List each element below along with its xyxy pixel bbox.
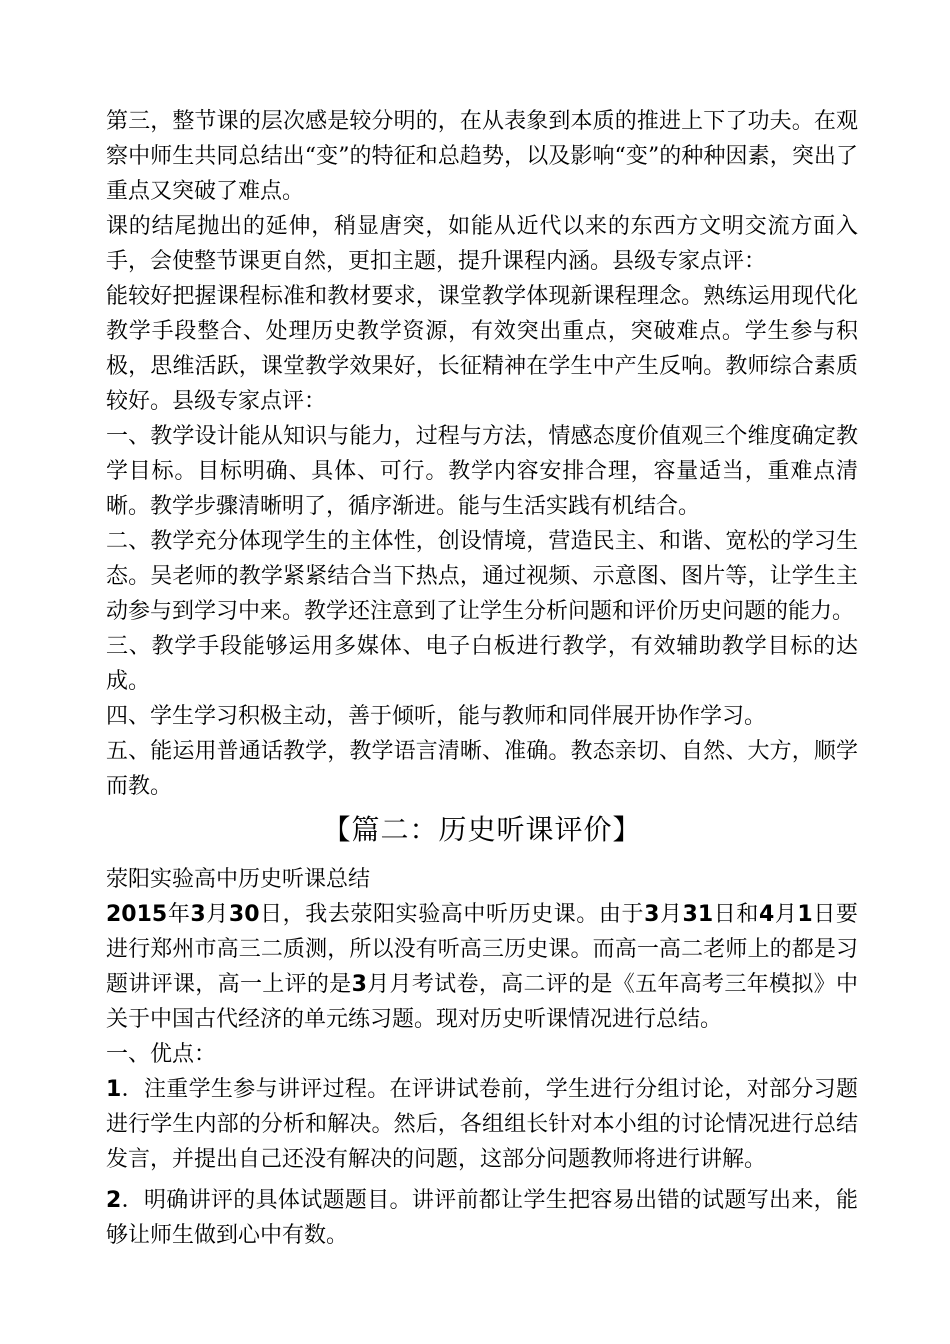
document-page [106, 104, 858, 1253]
intro-month-3: 4 [758, 902, 775, 927]
intro-day-3: 1 [797, 902, 813, 927]
intro-month-4: 3 [351, 972, 367, 997]
advantage-item-2 [106, 1183, 858, 1253]
summary-intro [106, 897, 858, 1037]
item-2-number: 2 [106, 1188, 122, 1213]
intro-day-1: 30 [228, 902, 260, 927]
intro-text-8: 月月考试卷，高二评的是《五年高考三年模拟》中关于中国古代经济的单元练习题。现对历史听课情况进行总结。 [106, 972, 858, 1032]
paragraph-layers: 第三，整节课的层次感是较分明的，在从表象到本质的推进上下了功夫。在观察中师生共同总结出“变”的特征和总趋势，以及影响“变”的种种因素，突出了重点又突破了难点。 [106, 109, 858, 204]
intro-text-4: 月 [659, 902, 683, 927]
item-1-text: ．注重学生参与讲评过程。在评讲试卷前，学生进行分组讨论，对部分习题进行学生内部的分析和解决。然后，各组组长针对本小组的讨论情况进行总结发言，并提出自己还没有解决的问题，这部分问题教师将进行讲解。 [106, 1077, 858, 1172]
paragraph-point-1: 一、教学设计能从知识与能力，过程与方法，情感态度价值观三个维度确定教学目标。目标明确、具体、可行。教学内容安排合理，容量适当，重难点清晰。教学步骤清晰明了，循序渐进。能与生活实践有机结合。 [106, 424, 858, 519]
summary-subtitle: 荥阳实验高中历史听课总结 [106, 867, 371, 892]
paragraph-ending: 课的结尾抛出的延伸，稍显唐突，如能从近代以来的东西方文明交流方面入手，会使整节课更自然，更扣主题，提升课程内涵。县级专家点评： [106, 214, 858, 274]
intro-text-7: 日要进行郑州市高三二质测，所以没有听高三历史课。而高一高二老师上的都是习题讲评课，高一上评的是 [106, 902, 858, 997]
paragraph-point-3: 三、教学手段能够运用多媒体、电子白板进行教学，有效辅助教学目标的达成。 [106, 634, 858, 694]
intro-month-2: 3 [644, 902, 660, 927]
intro-text-3: 日，我去荥阳实验高中听历史课。由于 [259, 902, 645, 927]
section-heading: 【篇二：历史听课评价】 [322, 813, 642, 846]
item-1-number: 1 [106, 1077, 122, 1102]
intro-text-2: 月 [205, 902, 229, 927]
paragraph-county-review-1: 能较好把握课程标准和教材要求，课堂教学体现新课程理念。熟练运用现代化教学手段整合、处理历史教学资源，有效突出重点，突破难点。学生参与积极，思维活跃，课堂教学效果好，长征精神在学生中产生反响。教师综合素质较好。县级专家点评： [106, 284, 858, 414]
intro-text-1: 年 [167, 902, 191, 927]
intro-text-6: 月 [774, 902, 798, 927]
intro-month-1: 3 [190, 902, 206, 927]
section-advantages: 一、优点： [106, 1042, 217, 1067]
intro-day-2: 31 [682, 902, 714, 927]
paragraph-point-2: 二、教学充分体现学生的主体性，创设情境，营造民主、和谐、宽松的学习生态。吴老师的教学紧紧结合当下热点，通过视频、示意图、图片等，让学生主动参与到学习中来。教学还注意到了让学生分析问题和评价历史问题的能力。 [106, 529, 858, 624]
intro-year: 2015 [106, 902, 168, 927]
advantage-item-1 [106, 1072, 858, 1177]
paragraph-point-4: 四、学生学习积极主动，善于倾听，能与教师和同伴展开协作学习。 [106, 704, 767, 729]
item-2-text: ．明确讲评的具体试题题目。讲评前都让学生把容易出错的试题写出来，能够让师生做到心中有数。 [106, 1188, 858, 1248]
paragraph-point-5: 五、能运用普通话教学，教学语言清晰、准确。教态亲切、自然、大方，顺学而教。 [106, 739, 858, 799]
intro-text-5: 日和 [713, 902, 759, 927]
